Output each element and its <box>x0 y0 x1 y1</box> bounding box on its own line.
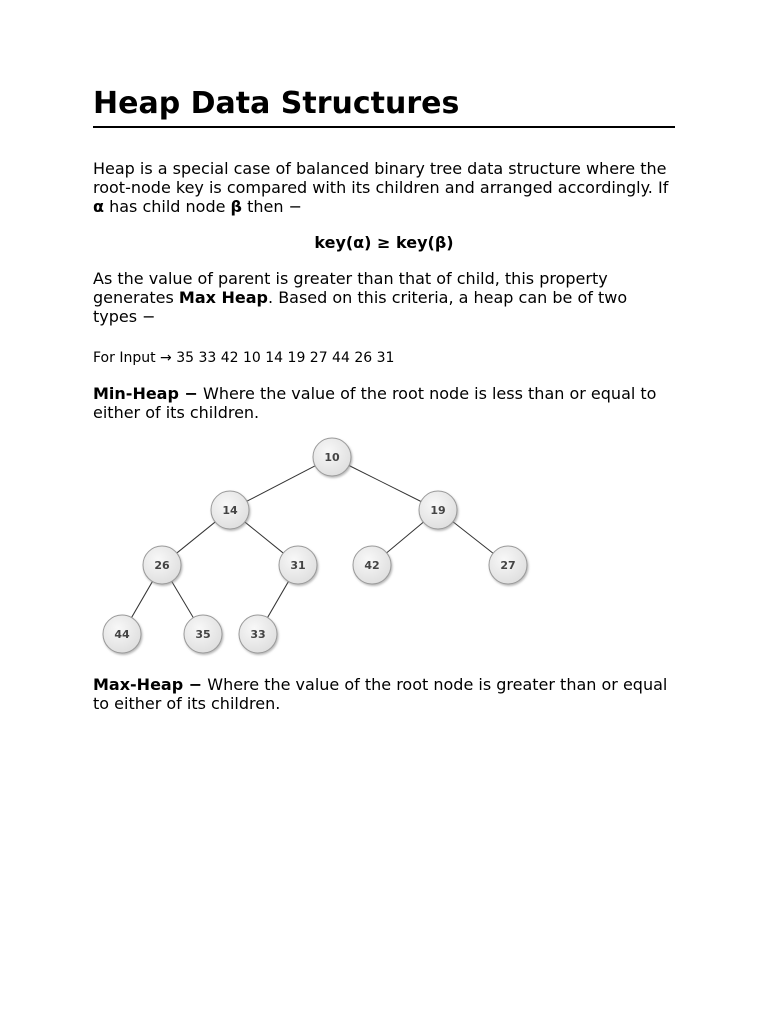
tree-node-42 <box>353 546 391 584</box>
tree-edge-31-33 <box>268 581 289 617</box>
max-heap-text: Where the value of the root node is greater than or equal to either of its children. <box>93 675 668 713</box>
alpha-symbol: α <box>93 197 104 216</box>
tree-edge-10-14 <box>247 466 315 501</box>
tree-node-label: 10 <box>324 451 340 464</box>
max-heap-label: Max-Heap − <box>93 675 203 694</box>
tree-edge-26-44 <box>132 581 153 617</box>
tree-edge-10-19 <box>349 465 421 501</box>
heap-property-formula: key(α) ≥ key(β) <box>314 233 454 252</box>
page-title: Heap Data Structures <box>93 84 675 128</box>
tree-node-label: 27 <box>500 559 516 572</box>
tree-node-label: 26 <box>154 559 170 572</box>
intro-text-3: then − <box>242 197 302 216</box>
intro-paragraph <box>93 159 675 216</box>
beta-symbol: β <box>230 197 242 216</box>
max-para-text-1: As the value of parent is greater than that of child, this property generates <box>93 269 608 307</box>
intro-text-1: Heap is a special case of balanced binary tree data structure where the root-node key is compared with its children and arranged accordingly. If <box>93 159 669 197</box>
tree-node-label: 19 <box>430 504 446 517</box>
tree-node-label: 14 <box>222 504 238 517</box>
tree-node-label: 44 <box>114 628 130 641</box>
tree-svg <box>0 430 768 665</box>
max-heap-definition <box>93 675 675 713</box>
intro-text-2: has child node <box>104 197 231 216</box>
tree-edge-14-26 <box>177 522 215 553</box>
min-heap-text: Where the value of the root node is less than or equal to either of its children. <box>93 384 657 422</box>
tree-node-14 <box>211 491 249 529</box>
tree-node-31 <box>279 546 317 584</box>
max-heap-term: Max Heap <box>178 288 269 307</box>
min-heap-definition <box>93 384 675 422</box>
tree-edge-26-35 <box>172 581 194 617</box>
tree-edge-19-42 <box>387 522 424 553</box>
tree-node-27 <box>489 546 527 584</box>
tree-edges <box>132 465 494 617</box>
tree-node-26 <box>143 546 181 584</box>
tree-node-44 <box>103 615 141 653</box>
tree-node-35 <box>184 615 222 653</box>
tree-node-19 <box>419 491 457 529</box>
tree-nodes <box>103 438 527 653</box>
input-sequence: For Input → 35 33 42 10 14 19 27 44 26 31 <box>93 350 395 366</box>
tree-edge-19-27 <box>453 522 493 554</box>
max-heap-paragraph <box>93 269 675 326</box>
tree-node-label: 31 <box>290 559 306 572</box>
min-heap-label: Min-Heap − <box>93 384 198 403</box>
tree-node-label: 33 <box>250 628 266 641</box>
tree-node-33 <box>239 615 277 653</box>
tree-node-label: 42 <box>364 559 380 572</box>
max-para-text-2: . Based on this criteria, a heap can be of two types − <box>93 288 628 326</box>
tree-node-10 <box>313 438 351 476</box>
tree-node-label: 35 <box>195 628 211 641</box>
min-heap-tree-diagram <box>0 430 768 665</box>
document-page <box>93 84 675 422</box>
tree-edge-14-31 <box>245 522 283 553</box>
